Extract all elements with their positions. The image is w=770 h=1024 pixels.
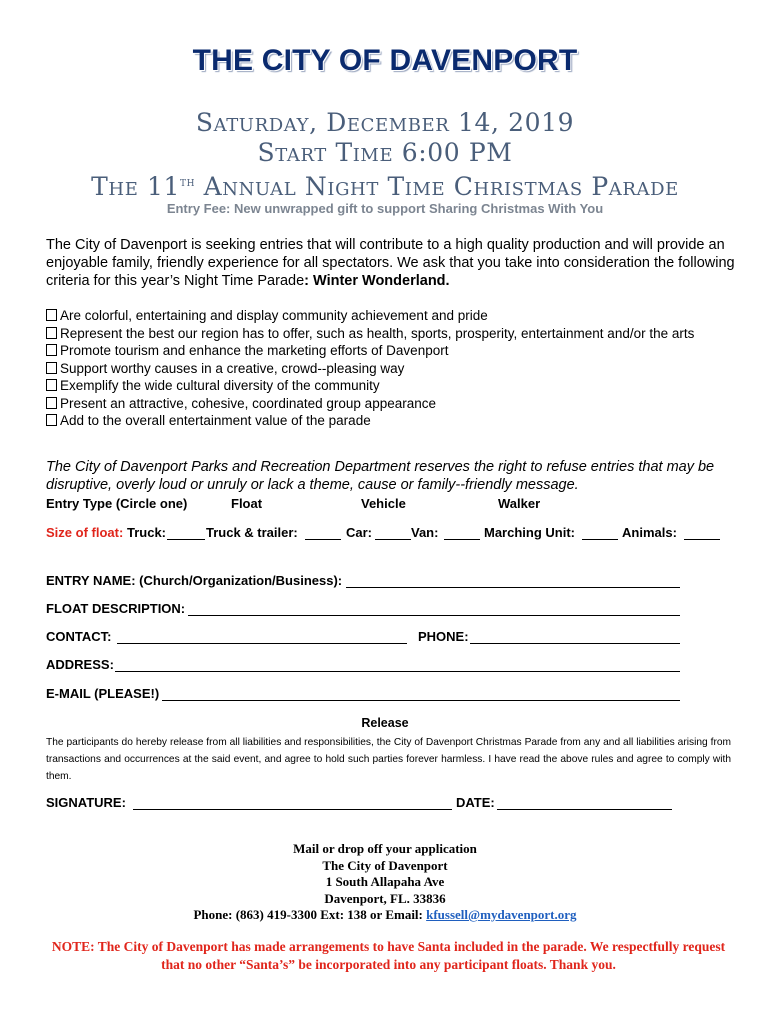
mail-city: Davenport, FL. 33836 (324, 890, 446, 906)
event-name-sup: th (180, 175, 196, 190)
criteria-label: Are colorful, entertaining and display community achievement and pride (60, 308, 488, 323)
mail-street: 1 South Allapaha Ave (325, 874, 445, 889)
criteria-item (46, 377, 746, 395)
criteria-item (46, 325, 746, 343)
marching-unit-field[interactable] (582, 539, 618, 540)
van-label: Van: (411, 525, 439, 540)
criteria-label: Add to the overall entertainment value of the parade (60, 413, 371, 428)
santa-note: NOTE: The City of Davenport has made arrangements to have Santa included in the parade. We respectfully request that no other “Santa’s” be incorporated into any participant floats. Thank you. (51, 939, 726, 972)
release-heading: Release (361, 716, 409, 730)
criteria-item (46, 307, 746, 325)
address-label: ADDRESS: (46, 657, 114, 672)
reserve-rights-notice: The City of Davenport Parks and Recreation Department reserves the right to refuse entries that may be disruptive, overly loud or unruly or lack a theme, cause or family--friendly message. (46, 459, 715, 493)
truck-field[interactable] (167, 539, 205, 540)
entry-type-vehicle[interactable]: Vehicle (361, 496, 406, 511)
mail-contact (0, 907, 770, 924)
entry-name-field[interactable] (346, 587, 680, 588)
entry-type-walker[interactable]: Walker (498, 496, 541, 511)
criteria-label: Exemplify the wide cultural diversity of the community (60, 378, 380, 393)
size-of-float-label: Size of float: (46, 525, 124, 540)
animals-field[interactable] (684, 539, 720, 540)
checkbox-icon (46, 397, 57, 409)
van-field[interactable] (444, 539, 480, 540)
date-label: DATE: (456, 795, 495, 810)
intro-theme: : Winter Wonderland. (304, 273, 450, 289)
criteria-label: Present an attractive, cohesive, coordinated group appearance (60, 395, 436, 411)
date-field[interactable] (497, 809, 672, 810)
event-start-time: Start Time 6:00 PM (257, 138, 513, 167)
mail-phone: Phone: (863) 419-3300 Ext: 138 or Email: (193, 907, 427, 922)
phone-label: PHONE: (418, 629, 469, 644)
intro-paragraph (46, 236, 736, 290)
event-name (0, 168, 770, 202)
criteria-item (46, 412, 746, 430)
checkbox-icon (46, 344, 57, 356)
criteria-label: Promote tourism and enhance the marketing efforts of Davenport (60, 343, 449, 358)
event-date: Saturday, December 14, 2019 (195, 108, 575, 137)
criteria-label: Represent the best our region has to offer, such as health, sports, prosperity, entertainment and/or the arts (60, 325, 695, 341)
animals-label: Animals: (622, 525, 677, 540)
truck-trailer-field[interactable] (305, 539, 341, 540)
criteria-item (46, 395, 746, 413)
address-field[interactable] (115, 671, 680, 672)
mail-instruction: Mail or drop off your application (293, 841, 477, 856)
release-text: The participants do hereby release from all liabilities and responsibilities, the City of Davenport Christmas Parade from any and all liabilities arising from transactions and occurrences at the said event, and agree to hold such parties forever harmless. I have read the above rules and agree to comply with them. (46, 737, 731, 782)
entry-name-label: ENTRY NAME: (Church/Organization/Business): (46, 573, 343, 588)
intro-text: The City of Davenport is seeking entries that will contribute to a high quality production and will provide an enjoyable family, friendly experience for all spectators. We ask that you take into consideration the following criteria for this year’s Night Time Parade (46, 237, 735, 289)
contact-field[interactable] (117, 643, 407, 644)
mailing-info (0, 841, 770, 924)
entry-fee: Entry Fee: New unwrapped gift to support Sharing Christmas With You (166, 201, 604, 216)
contact-label: CONTACT: (46, 629, 112, 644)
criteria-label: Support worthy causes in a creative, crowd--pleasing way (60, 360, 405, 376)
criteria-item (46, 360, 746, 378)
truck-trailer-label: Truck & trailer: (206, 525, 298, 540)
checkbox-icon (46, 309, 57, 321)
truck-label: Truck: (127, 525, 167, 540)
event-name-post: Annual Night Time Christmas Parade (195, 172, 679, 201)
car-field[interactable] (375, 539, 411, 540)
criteria-list (46, 307, 746, 430)
marching-unit-label: Marching Unit: (484, 525, 575, 540)
email-label: E-MAIL (PLEASE!) (46, 686, 160, 701)
car-label: Car: (346, 525, 373, 540)
event-name-pre: The 11 (91, 172, 180, 201)
float-description-field[interactable] (188, 615, 680, 616)
checkbox-icon (46, 379, 57, 391)
email-link[interactable]: kfussell@mydavenport.org (426, 907, 577, 922)
mail-recipient: The City of Davenport (322, 857, 448, 873)
checkbox-icon (46, 362, 57, 374)
checkbox-icon (46, 327, 57, 339)
signature-field[interactable] (133, 809, 452, 810)
criteria-item (46, 342, 746, 360)
float-description-label: FLOAT DESCRIPTION: (46, 601, 186, 616)
entry-type-float[interactable]: Float (231, 496, 263, 511)
checkbox-icon (46, 414, 57, 426)
phone-field[interactable] (470, 643, 680, 644)
entry-type-label: Entry Type (Circle one) (46, 496, 188, 511)
email-field[interactable] (162, 700, 680, 701)
page-title: THE CITY OF DAVENPORT (192, 44, 578, 77)
signature-label: SIGNATURE: (46, 795, 126, 810)
